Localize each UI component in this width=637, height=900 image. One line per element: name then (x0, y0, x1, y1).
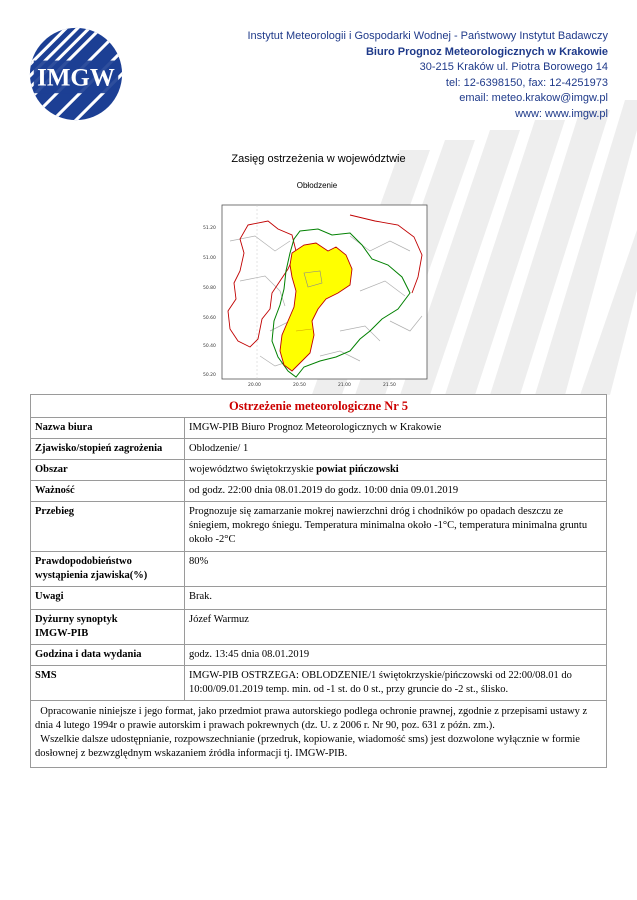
x-tick-label: 21.50 (383, 383, 396, 388)
table-row (31, 552, 607, 587)
map-canvas (200, 181, 434, 391)
area-region: województwo świętokrzyskie (189, 464, 314, 475)
row-label: Obszar (31, 460, 185, 481)
row-label-line: IMGW-PIB (35, 628, 89, 639)
institute-header (247, 29, 608, 122)
y-tick-label: 50.80 (203, 286, 216, 291)
row-value: 80% (185, 552, 607, 587)
area-county: powiat pińczowski (316, 464, 399, 475)
x-tick-label: 20.50 (293, 383, 306, 388)
table-row (31, 481, 607, 502)
table-row (31, 610, 607, 645)
copyright-note-1: Opracowanie niniejsze i jego format, jako przedmiot prawa autorskiego podlega ochronie prawnej, zgodnie z przepisami ustawy z dnia 4 lutego 1994r o prawie autorskim i prawach pokrewnych (dz. U. z 2006 r. Nr 90, poz. 631 z późn. zm.). (35, 706, 588, 731)
row-value: Oblodzenie/ 1 (185, 439, 607, 460)
row-value: IMGW-PIB Biuro Prognoz Meteorologicznych w Krakowie (185, 418, 607, 439)
row-label (31, 610, 185, 645)
row-value: Brak. (185, 587, 607, 610)
warning-map (200, 181, 434, 391)
office-name: Biuro Prognoz Meteorologicznych w Krakowie (365, 45, 608, 58)
table-row (31, 701, 607, 768)
office-phone: tel: 12-6398150, fax: 12-4251973 (445, 76, 608, 89)
row-value: godz. 13:45 dnia 08.01.2019 (185, 645, 607, 666)
row-value: Józef Warmuz (185, 610, 607, 645)
row-label: Prawdopodobieństwo wystąpienia zjawiska(%) (31, 552, 185, 587)
institute-name: Instytut Meteorologii i Gospodarki Wodnej - Państwowy Instytut Badawczy (247, 30, 608, 42)
office-website[interactable]: www: www.imgw.pl (515, 107, 608, 120)
copyright-note (31, 701, 607, 768)
row-label: Przebieg (31, 502, 185, 552)
row-value: Prognozuje się zamarzanie mokrej nawierzchni dróg i chodników po opadach deszczu ze śniegiem, mokrego śniegu. Temperatura minimalna około -1°C, temperatura minimalna gruntu około -2°C (185, 502, 607, 552)
row-label: Godzina i data wydania (31, 645, 185, 666)
table-row (31, 460, 607, 481)
x-tick-label: 21.00 (338, 383, 351, 388)
y-tick-label: 50.60 (203, 316, 216, 321)
row-value (185, 460, 607, 481)
row-label: Nazwa biura (31, 418, 185, 439)
office-email[interactable]: email: meteo.krakow@imgw.pl (459, 92, 608, 104)
map-subtitle: Obłodzenie (296, 181, 338, 190)
table-row (31, 418, 607, 439)
table-row (31, 587, 607, 610)
row-value: IMGW-PIB OSTRZEGA: OBLODZENIE/1 świętokrzyskie/pińczowski od 22:00/08.01 do 10:00/09.01.2019 temp. min. od -1 st. do 0 st., przy gruncie do -2 st., ślisko. (185, 666, 607, 701)
table-row (31, 666, 607, 701)
map-title: Zasięg ostrzeżenia w województwie (231, 153, 406, 165)
y-tick-label: 51.20 (203, 226, 216, 231)
y-tick-label: 51.00 (203, 256, 216, 261)
row-label: Ważność (31, 481, 185, 502)
row-label: SMS (31, 666, 185, 701)
copyright-note-2: Wszelkie dalsze udostępnianie, rozpowszechnianie (przedruk, kopiowanie, wiadomość sms) jest dozwolone wyłącznie w formie dosłownej z bezwzględnym wskazaniem źródła informacji tj. IMGW-PIB. (35, 734, 580, 759)
y-tick-label: 50.40 (203, 344, 216, 349)
x-tick-label: 20.00 (248, 383, 261, 388)
row-label: Zjawisko/stopień zagrożenia (31, 439, 185, 460)
y-tick-label: 50.20 (203, 373, 216, 378)
table-row (31, 502, 607, 552)
warning-title: Ostrzeżenie meteorologiczne Nr 5 (31, 395, 607, 418)
table-row (31, 439, 607, 460)
imgw-logo (28, 26, 124, 122)
logo-text: IMGW (37, 64, 115, 92)
warning-table (30, 394, 607, 768)
table-row (31, 645, 607, 666)
row-value: od godz. 22:00 dnia 08.01.2019 do godz. 10:00 dnia 09.01.2019 (185, 481, 607, 502)
row-label: Uwagi (31, 587, 185, 610)
office-address: 30-215 Kraków ul. Piotra Borowego 14 (419, 61, 608, 73)
row-label-line: Dyżurny synoptyk (35, 614, 118, 625)
